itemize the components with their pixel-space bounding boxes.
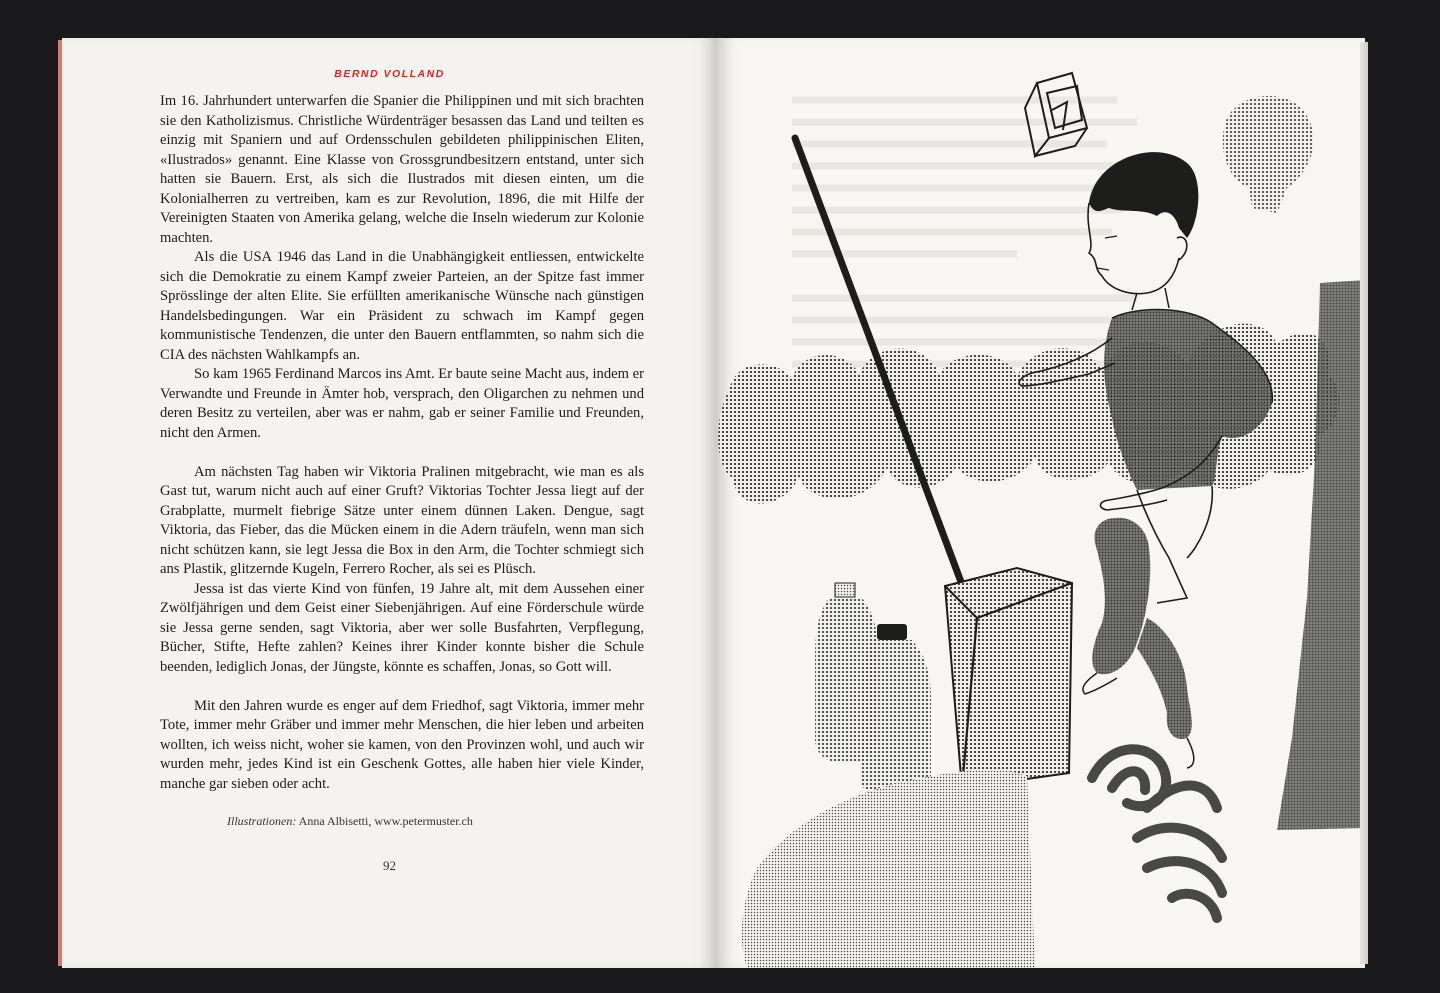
running-head: BERND VOLLAND xyxy=(334,68,445,80)
paragraph-2: Als die USA 1946 das Land in die Unabhängigkeit entliessen, entwickelte sich die Demokratie zu einem Kampf zweier Parteien, an der Spitze fast immer Sprösslinge der alten Elite. Sie erfüllten amerikanische Wünsche nach günstigen Handelsbedingungen. War ein Präsident zu schwach im Kampf gegen kommunistische Tendenzen, die unter den Bauern entflammten, so nahm sich die CIA des nächsten Wahlkampfs an. xyxy=(160,249,644,363)
halftone-blob xyxy=(1223,96,1314,213)
carton-box xyxy=(945,568,1072,788)
illustration xyxy=(717,38,1365,968)
illustration-credit xyxy=(227,814,473,829)
scribble-shape xyxy=(1092,749,1222,918)
paragraph-6: Mit den Jahren wurde es enger auf dem Friedhof, sagt Viktoria, immer mehr Tote, immer mehr Gräber und immer mehr Menschen, die hier leben und arbeiten wollten, ich weiss nicht, woher sie kamen, von den Provinzen wohl, und auch wir wurden mehr, jedes Kind ist ein Geschenk Gottes, alle haben hier viele Kinder, manche gar sieben oder acht. xyxy=(160,697,644,792)
page-number: 92 xyxy=(383,858,396,873)
paragraph-1: Im 16. Jahrhundert unterwarfen die Spanier die Philippinen und mit sich brachten sie den Katholizismus. Christliche Würdenträger besassen das Land und teilten es einzig mit Spaniern und auf Ordensschulen gebildeten philippinischen Eliten, «Ilustrados» genannt. Eine Klasse von Grossgrundbesitzern entstand, unter sich hatten sie Bauern. Erst, als sich die Ilustrados mit diesen einten, um die Kolonialherren zu vertreiben, kam es zur Revolution, 1896, die mit Hilfe der Vereinigten Staaten von Amerika gelang, welche die Inseln wiederum zur Kolonie machten. xyxy=(160,93,644,246)
right-page-edge xyxy=(1360,42,1368,964)
left-page xyxy=(62,38,717,968)
paragraph-5: Jessa ist das vierte Kind von fünfen, 19 Jahre alt, mit dem Aussehen einer Zwölfjährigen und dem Geist einer Siebenjährigen. Auf eine Förderschule würde sie Jessa gerne senden, sagt Viktoria, aber wer solle Busfahrten, Verpflegung, Bücher, Stifte, Hefte zahlen? Keines ihrer Kinder konnte bisher die Schule beenden, lediglich Jonas, der Jüngste, könnte es schaffen, Jonas, so Gott will. xyxy=(160,580,644,675)
ground-pile xyxy=(742,770,1035,968)
credit-label: Illustrationen: xyxy=(227,814,297,828)
right-page xyxy=(717,38,1365,968)
article-text xyxy=(160,92,644,794)
plastic-bottles xyxy=(815,583,931,798)
show-through-text xyxy=(792,100,1137,364)
paragraph-4: Am nächsten Tag haben wir Viktoria Pralinen mitgebracht, wie man es als Gast tut, warum nicht auch auf einer Gruft? Viktorias Tochter Jessa liegt auf der Grabplatte, murmelt fiebrige Sätze unter einem dünnen Laken. Dengue, sagt Viktoria, das Fieber, das die Mücken einem in die Adern träufeln, wenn man sich nicht schützen kann, sie legt Jessa die Box in den Arm, die Tochter schmiegt sich ans Plastik, glitzernde Kugeln, Ferrero Rocher, als sei es Plüsch. xyxy=(160,463,644,577)
credit-text: Anna Albisetti, www.petermuster.ch xyxy=(298,814,473,828)
paragraph-3: So kam 1965 Ferdinand Marcos ins Amt. Er baute seine Macht aus, indem er Verwandte und Freunde in Ämter hob, versprach, den Oligarchen zu nehmen und deren Besitz zu verteilen, aber was er nahm, gab er seiner Familie und Freunden, nicht den Armen. xyxy=(160,366,644,441)
